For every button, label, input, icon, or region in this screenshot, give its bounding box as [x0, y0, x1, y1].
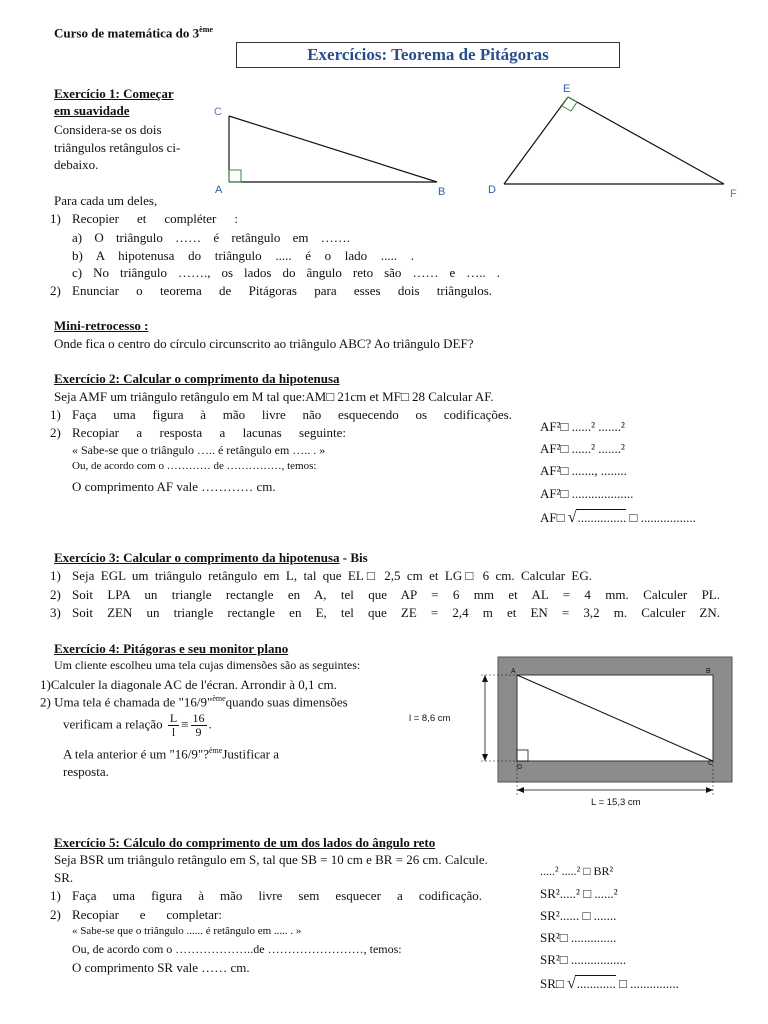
ex5-item1: Faça uma figura à mão livre sem esquecer a codificação. — [72, 888, 482, 903]
height-label: l = 8,6 cm — [409, 713, 451, 724]
ex1-intro-line3: debaixo. — [54, 157, 99, 172]
ex5-result-6-lhs: SR□ — [540, 976, 564, 991]
mini-text: Onde fica o centro do círculo circunscrito ao triângulo ABC? Ao triângulo DEF? — [54, 336, 474, 351]
label-f: F — [730, 188, 737, 200]
label-c: C — [214, 106, 222, 118]
course-label — [54, 25, 213, 41]
frac-den-9: 9 — [195, 725, 202, 739]
ex5-item1-num: 1) — [50, 888, 61, 903]
ex5-item2: Recopiar e completar: — [72, 907, 222, 922]
label-e: E — [563, 83, 571, 95]
ex2-title: Exercício 2: Calcular o comprimento da hipotenusa — [54, 371, 340, 386]
ex2-result-2: AF²□ ......² .......² — [540, 441, 625, 456]
ex1-item1a: a) O triângulo …… é retângulo em ……. — [72, 230, 350, 245]
side-de — [504, 97, 568, 184]
ex5-result-4: SR²□ .............. — [540, 930, 617, 945]
side-ef — [568, 97, 724, 184]
page-title-box — [236, 42, 620, 68]
fraction-L-over-l — [168, 712, 179, 739]
arrow-left-icon — [517, 787, 524, 793]
page-title: Exercícios: Teorema de Pitágoras — [307, 45, 549, 64]
triangle-abc-figure — [205, 100, 455, 205]
ex4-verif: verificam a relação — [63, 716, 163, 732]
frac-num-L: L — [169, 711, 178, 725]
ex5-result-3: SR²...... □ ....... — [540, 908, 617, 923]
ex4-intro: Um cliente escolheu uma tela cujas dimensões são as seguintes: — [54, 658, 361, 672]
ex3-item2: Soit LPA un triangle rectangle en A, tel que AP = 6 mm et AL = 4 mm. Calculer PL. — [72, 587, 720, 602]
ex4-item2-sup: ème — [212, 694, 226, 703]
sqrt-icon: √ — [567, 509, 577, 526]
mini-title: Mini-retrocesso : — [54, 318, 149, 333]
ex2-result-5-radicand: ............... — [577, 510, 627, 525]
ex2-item2: Recopiar a resposta a lacunas seguinte: — [72, 425, 346, 440]
ex5-result-6-rhs: □ ............... — [619, 976, 679, 991]
ex4-verif-line: verificam a relação $\frac{L}{l}$ ≡ $\frac{16}{9}$ . — [63, 711, 212, 739]
ex3-item3: Soit ZEN un triangle rectangle en E, tel que ZE = 2,4 m et EN = 3,2 m. Calculer ZN. — [72, 605, 720, 620]
side-bc — [229, 116, 437, 182]
sqrt-icon: √ — [567, 975, 576, 992]
screen-label-b: B — [706, 668, 711, 675]
course-sup: ème — [199, 25, 213, 34]
ex4-item2-rest: quando suas dimensões — [225, 694, 348, 710]
ex4-question — [63, 746, 279, 762]
ex1-item2-num: 2) — [50, 283, 61, 298]
ex3-title-text: Exercício 3: Calcular o comprimento da hipotenusa — [54, 550, 340, 565]
ex5-result-2: SR².....² □ ......² — [540, 886, 618, 901]
ex1-intro-line1: Considera-se os dois — [54, 122, 162, 137]
screen-label-a: A — [511, 668, 516, 675]
ex4-question-sup: ème — [208, 746, 223, 755]
ex1-item1-num: 1) — [50, 211, 61, 226]
label-b: B — [438, 186, 446, 198]
screen-figure — [405, 655, 745, 813]
ex1-item2: Enunciar o teorema de Pitágoras para esses dois triângulos. — [72, 283, 492, 298]
ex5-result-6-radicand: ............ — [576, 976, 616, 991]
ex5-intro: Seja BSR um triângulo retângulo em S, tal que SB = 10 cm e BR = 26 cm. Calcule. — [54, 852, 488, 867]
ex3-item2-num: 2) — [50, 587, 61, 602]
ex5-result-1: .....² .....² □ BR² — [540, 864, 614, 878]
arrow-down-icon — [482, 754, 488, 761]
ex4-item2-text: 2) Uma tela é chamada de "16/9" — [40, 694, 213, 710]
ex2-item2-num: 2) — [50, 425, 61, 440]
ex3-item3-num: 3) — [50, 605, 61, 620]
arrow-right-icon — [706, 787, 713, 793]
triangle-def-figure — [482, 80, 752, 205]
ex5-result-5: SR²□ ................. — [540, 952, 627, 967]
ex3-item1: Seja EGL um triângulo retângulo em L, tal que EL□ 2,5 cm et LG□ 6 cm. Calcular EG. — [72, 568, 592, 583]
ex2-result-3: AF²□ ......., ........ — [540, 463, 627, 478]
ex2-result-5 — [540, 509, 696, 527]
ex4-question-text: A tela anterior é um "16/9"? — [63, 746, 209, 762]
ex1-title-line2: em suavidade — [54, 103, 130, 118]
label-a: A — [215, 184, 223, 196]
fraction-16-over-9 — [191, 712, 207, 739]
ex2-result-5-rhs: □ ................. — [629, 510, 696, 525]
ex5-quote: « Sabe-se que o triângulo ...... é retângulo em ..... . » — [72, 925, 302, 937]
ex1-intro-line2: triângulos retângulos ci- — [54, 140, 181, 155]
ex1-title-line1: Exercício 1: Começar — [54, 86, 174, 101]
ex3-item1-num: 1) — [50, 568, 61, 583]
ex5-result-6 — [540, 975, 679, 993]
ex2-result-5-lhs: AF□ — [540, 510, 565, 525]
frac-den-l: l — [171, 725, 176, 739]
ex4-item1: 1)Calculer la diagonale AC de l'écran. Arrondir à 0,1 cm. — [40, 677, 337, 692]
ex5-title: Exercício 5: Cálculo do comprimento de um dos lados do ângulo reto — [54, 835, 436, 850]
ex2-result-4: AF²□ ................... — [540, 486, 634, 501]
right-angle-mark-e — [562, 97, 577, 111]
ex3-title — [54, 550, 368, 566]
frac-num-16: 16 — [192, 711, 205, 725]
ex4-title: Exercício 4: Pitágoras e seu monitor plano — [54, 641, 289, 656]
ex2-item1-num: 1) — [50, 407, 61, 422]
ex5-length: O comprimento SR vale …… cm. — [72, 960, 250, 975]
width-label: L = 15,3 cm — [591, 797, 641, 808]
ex2-length: O comprimento AF vale ………… cm. — [72, 479, 276, 494]
ex2-quote: « Sabe-se que o triângulo ….. é retângulo em ….. . » — [72, 443, 326, 457]
ex5-sr: SR. — [54, 870, 74, 885]
ex2-result-1: AF²□ ......² .......² — [540, 419, 625, 434]
course-text: Curso de matemática do 3 — [54, 25, 200, 41]
label-d: D — [488, 184, 496, 196]
ex3-title-bis: - Bis — [339, 550, 368, 565]
arrow-up-icon — [482, 675, 488, 682]
ex5-ou: Ou, de acordo com o ………………..de ……………………, temos: — [72, 942, 402, 956]
ex1-item1c: c) No triângulo ……., os lados do ângulo reto são …… e ….. . — [72, 265, 500, 280]
ex2-item1: Faça uma figura à mão livre não esquecendo os codificações. — [72, 407, 512, 422]
ex5-item2-num: 2) — [50, 907, 61, 922]
screen-label-c: C — [708, 760, 714, 767]
screen-label-d: D — [517, 764, 523, 771]
ex2-intro: Seja AMF um triângulo retângulo em M tal que:AM□ 21cm et MF□ 28 Calcular AF. — [54, 389, 494, 404]
ex4-item2 — [40, 694, 348, 710]
right-angle-mark-a — [229, 170, 241, 182]
ex1-item1b: b) A hipotenusa do triângulo ..... é o lado ..... . — [72, 248, 414, 263]
ex4-question-rest: Justificar a — [222, 746, 279, 762]
ex4-question-line2: resposta. — [63, 764, 109, 779]
ex1-item1: Recopier et compléter : — [72, 211, 238, 226]
ex1-para: Para cada um deles, — [54, 193, 158, 208]
ex2-ou: Ou, de acordo com o ………… de ……………, temos: — [72, 460, 317, 472]
